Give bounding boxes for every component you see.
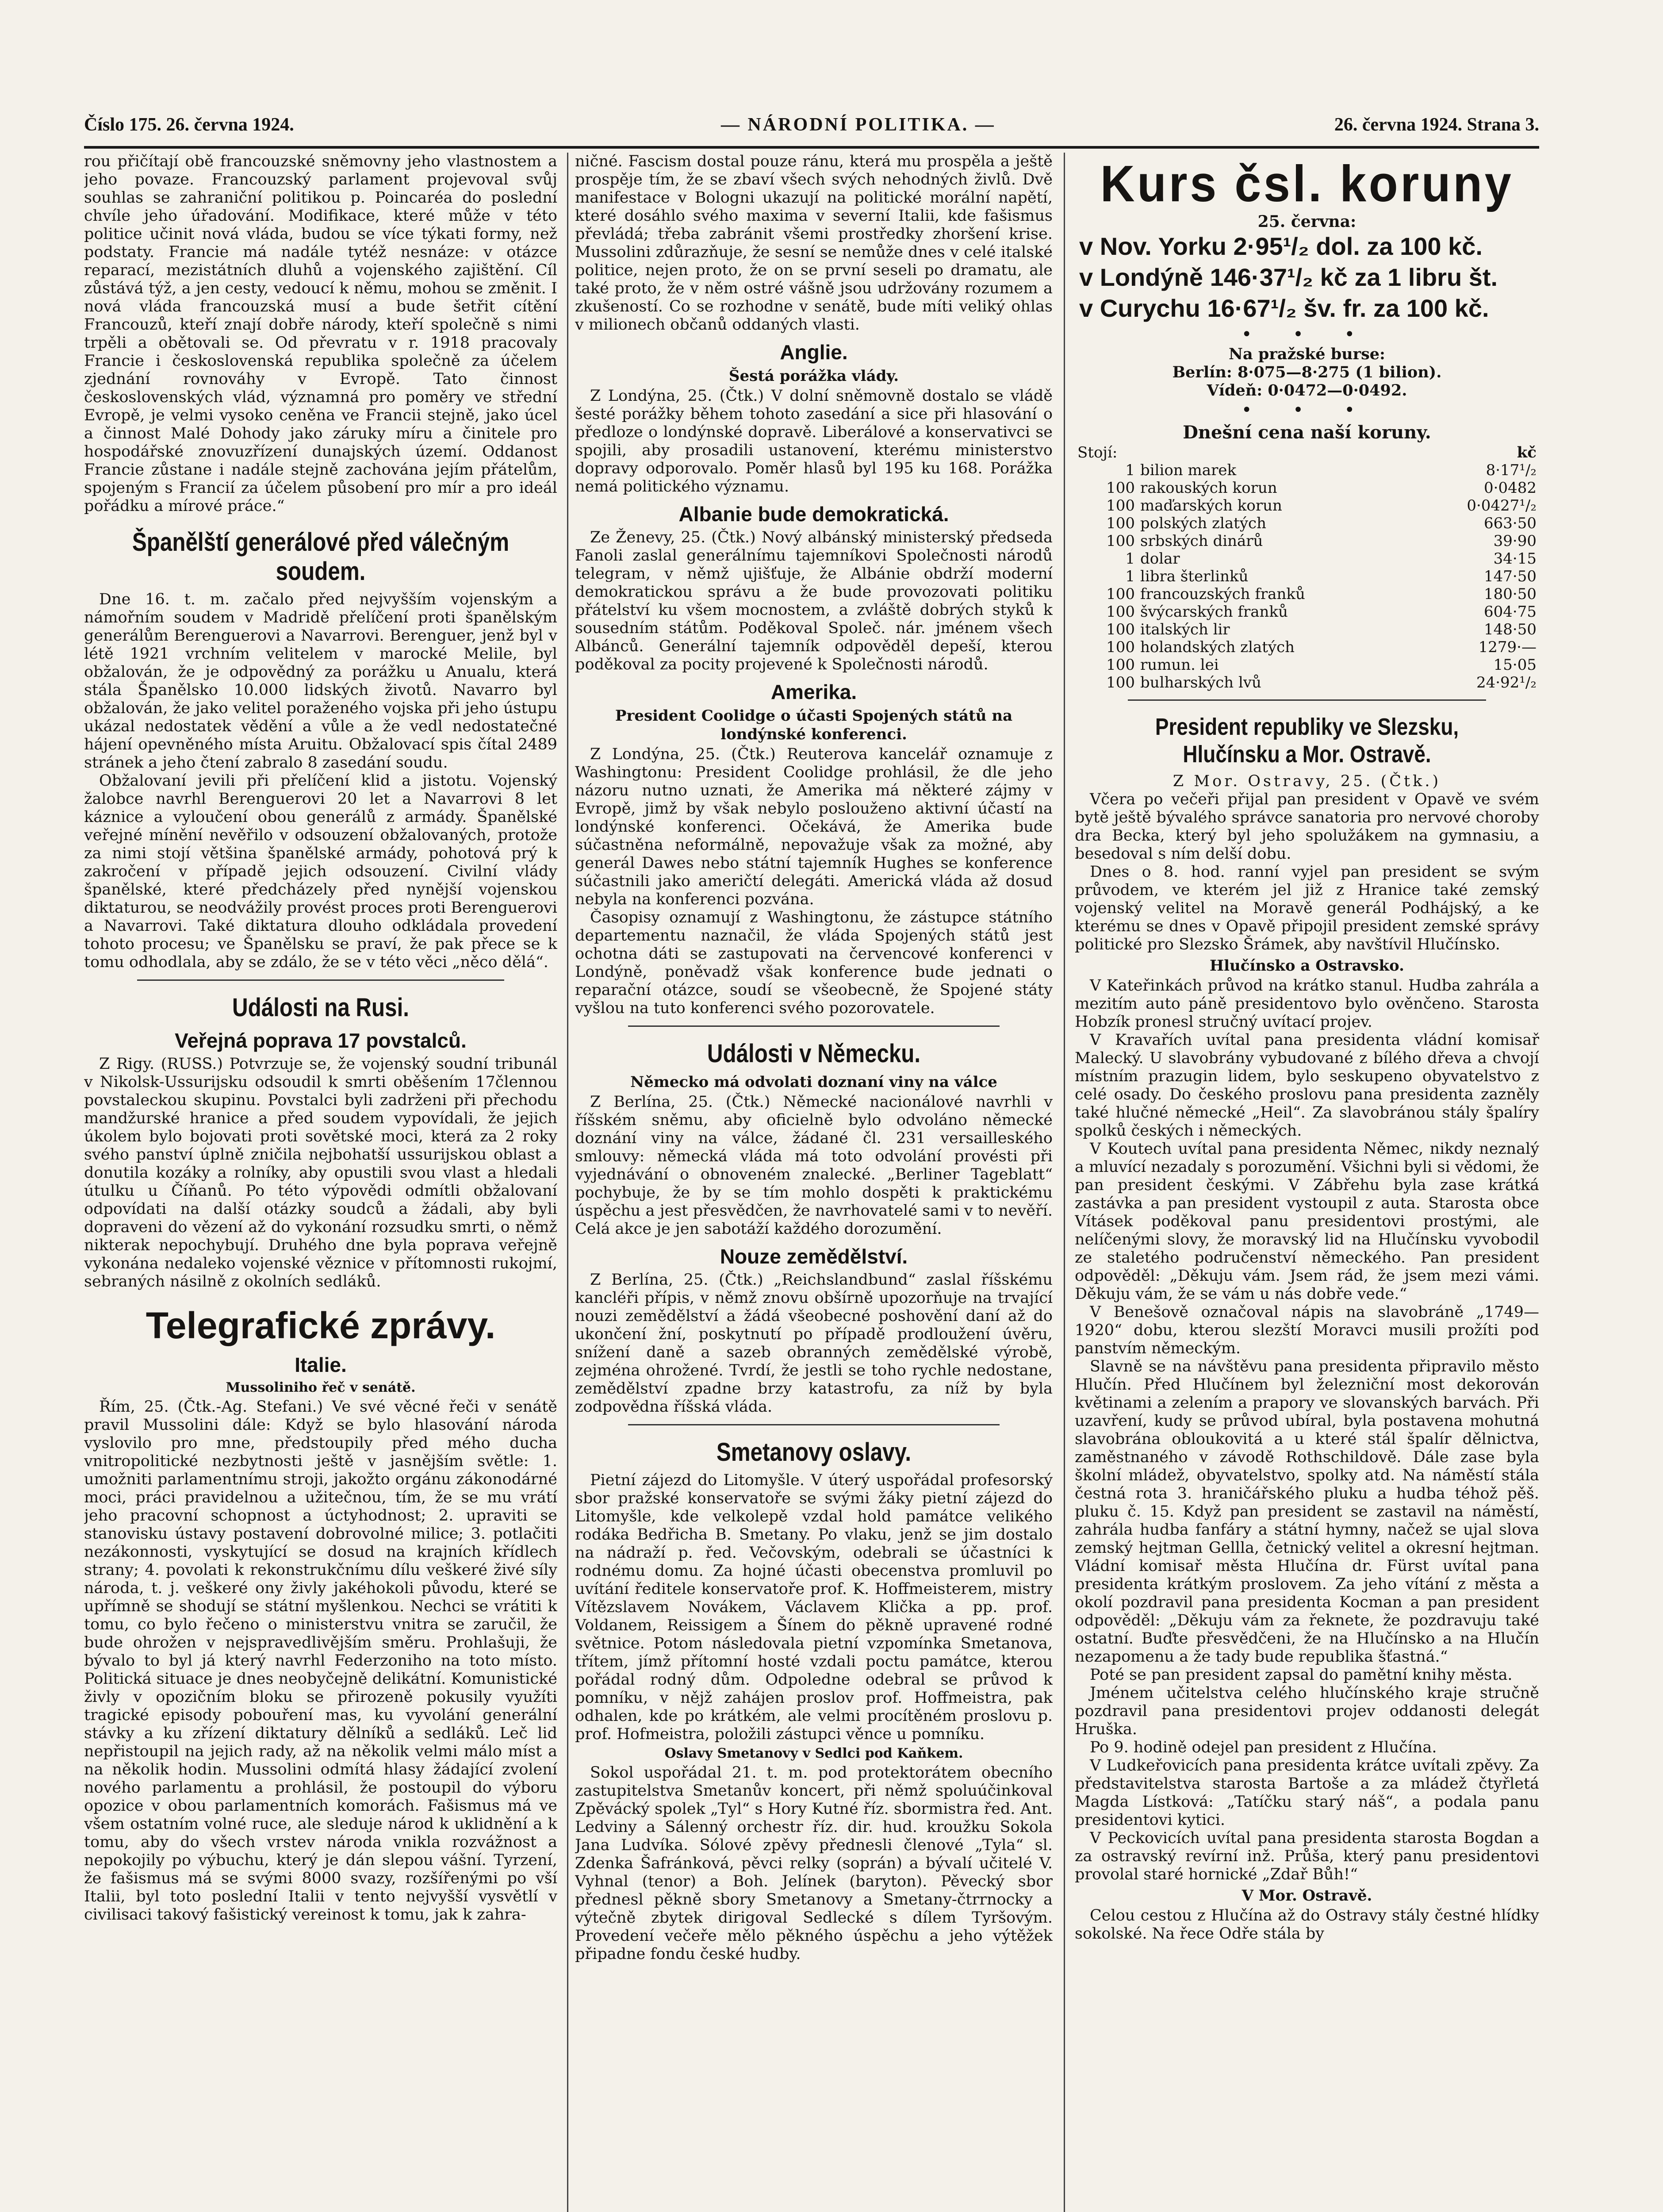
rate-name: srbských dinárů (1140, 532, 1263, 550)
rate-val: 148·50 (1484, 621, 1537, 638)
rate-name: dolar (1140, 550, 1180, 568)
rate-row (1075, 621, 1539, 638)
paragraph: Obžalovaní jevili při přelíčení klid a jistotu. Vojenský žalobce navrhl Berenguerovi 20 let a Navarrovi 8 let káznice a vyloučení obou generálů z armády. Španělské veřejné mínění nevěřilo v odsouzení obžalovaných, protože za nimi stojí většina španělské armády, pohotová prý k zakročení v případě jejich odsouzení. Civilní vlády španělské, které předcházely před nynější vojenskou diktaturou, se neodvážily provést proces proti Berenguerovi a Navarrovi. Také diktatura dlouho odkládala provedení tohoto procesu; ve Španělsku se praví, že pak přece se k tomu odhodlala, aby se zdálo, že se v této věci „něco dělá“. (84, 772, 557, 971)
rate-amt: 1 (1125, 550, 1135, 568)
rate-new-york: v Nov. Yorku 2·95¹/₂ dol. za 100 kč. (1079, 232, 1483, 260)
headline-germany: Události v Německu. (707, 1039, 921, 1068)
rate-row (1075, 461, 1539, 479)
subheading-sedlec: Oslavy Smetanovy v Sedlci pod Kaňkem. (664, 1746, 963, 1761)
heading-america: Amerika. (770, 680, 857, 703)
subheading-defeat: Šestá porážka vlády. (728, 367, 899, 385)
paragraph: Celou cestou z Hlučína až do Ostravy stály čestné hlídky sokolské. Na řece Odře stála by (1075, 1907, 1539, 1943)
paragraph: V Benešově označoval nápis na slavobráně „1749—1920“ dobu, kterou slezští Moravci musili prožíti pod panstvím německým. (1075, 1303, 1539, 1357)
exchange-rate-date: 25. června: (1257, 212, 1356, 231)
paragraph: V Ludkeřovicích pana presidenta krátce uvítali zpěvy. Za představitelstva starosta Bartoše a za mládež čtyřletá Magda Lístková: „Tatíčku starý náš“, a podala panu presidentovi kytici. (1075, 1757, 1539, 1829)
burse-heading: Na pražské burse: (1229, 345, 1385, 363)
divider (628, 1424, 1000, 1425)
rate-name: švýcarských franků (1140, 603, 1288, 621)
rate-amt: 100 (1106, 532, 1135, 550)
headline-russia: Události na Rusi. (232, 993, 409, 1022)
rate-row (1075, 497, 1539, 515)
newspaper-title: — NÁRODNÍ POLITIKA. — (721, 115, 996, 135)
rate-val: 0·0427¹/₂ (1467, 497, 1537, 515)
column-2 (575, 153, 1053, 2212)
heading-albania: Albanie bude demokratická. (678, 503, 949, 526)
subheadline-execution: Veřejná poprava 17 povstalců. (175, 1029, 467, 1052)
stoji-label: Stojí: (1077, 444, 1118, 461)
rate-row (1075, 585, 1539, 603)
rate-row (1075, 532, 1539, 550)
rate-row (1075, 656, 1539, 674)
paragraph: Z Berlína, 25. (Čtk.) Německé nacionálové navrhli v říšském sněmu, aby oficielně bylo odvoláno německé doznání viny na válce, žádané čl. 231 versailleského smlouvy: německá vláda má toto odvolání provésti při vyjednávání o obnoveném znalecké. „Berliner Tageblatt“ pochybuje, že by se tím mohlo dospěti k praktickému úspěchu a jest přesvědčen, že navrhovatelé sami v to nevěří. Celá akce je jen sabotáží každého dorozumění. (575, 1093, 1053, 1238)
headline-president: President republiky ve Slezsku, Hlučínsku a Mor. Ostravě. (1155, 714, 1459, 768)
rate-london: v Londýně 146·37¹/₂ kč za 1 libru št. (1079, 263, 1498, 291)
dateline: Z Mor. Ostravy, 25. (Čtk.) (1173, 772, 1441, 790)
rate-amt: 100 (1106, 603, 1135, 621)
divider (137, 979, 504, 981)
rate-vienna: Vídeň: 0·0472—0·0492. (1207, 381, 1407, 399)
heading-agriculture: Nouze zemědělství. (720, 1245, 908, 1268)
rate-name: rakouských korun (1140, 479, 1277, 497)
rate-amt: 100 (1106, 479, 1135, 497)
rate-row (1075, 603, 1539, 621)
rate-val: 24·92¹/₂ (1476, 674, 1537, 691)
paragraph: Po 9. hodině odejel pan president z Hlučína. (1090, 1739, 1437, 1756)
rate-name: libra šterlinků (1140, 568, 1249, 585)
rate-name: maďarských korun (1140, 497, 1282, 515)
column-3 (1075, 153, 1539, 2212)
rate-val: 180·50 (1484, 585, 1537, 603)
crown-price-heading: Dnešní cena naší koruny. (1183, 422, 1431, 443)
divider (1128, 699, 1486, 701)
rate-row (1075, 479, 1539, 497)
paragraph: V Kateřinkách průvod na krátko stanul. Hudba zahrála a mezitím auto páně presidentovo bylo ověnčeno. Starosta Hobzík pronesl stručný uvítací projev. (1075, 977, 1539, 1031)
rate-amt: 100 (1106, 515, 1135, 532)
article-continuation: rou přičítají obě francouzské sněmovny jeho vlastnostem a jeho povaze. Francouzský parlament projevoval svůj souhlas se zahraniční politikou p. Poincaréa do poslední chvíle jeho úřadování. Modifikace, které může v této politice učinit nová vláda, budou se více týkati formy, než podstaty. Francie má nadále tytéž nesnáze: v otázce reparací, mezistátních dluhů a vojenského zajištění. Cíl zůstává týž, a jen cesty, vedoucí k němu, mohou se změnit. I nová vláda francouzská musí a bude šetřit cítění Francouzů, kteří znají dobře národy, kteří společně s nimi trpěli a obětovali se. Od převratu v r. 1918 pracovaly Francie i československá republika společně za účelem zjednání rovnováhy v Evropě. Tato činnost československých vlád, významná pro poměry ve střední Evropě, je velmi vysoko ceněna ve Francii stejně, jako úcel a činnost Malé Dohody jako záruky míru a činitele pro hospodářské znovuzřízení dunajských území. Oddanost Francie zůstane i nadále stejně zachována jejím přátelům, spojeným s Francií za účelem působení pro mír a pro ideál pořádku a mírové práce.“ (84, 153, 557, 515)
article-continuation: ničné. Fascism dostal pouze ránu, která mu prospěla a ještě prospěje tím, že se zbaví všech svých nehodných živlů. Dvě manifestace v Bologni ukazují na politické morální napětí, které dosáhlo svého maxima v severní Italii, kde fašismus převládá; třeba zabránit všemi prostředky zhoršení krise. Mussolini zdůrazňuje, že sesní se nemůže dnes v celé italské politice, nejen proto, že on se první seseli po dramatu, ale také proto, že v něm ostré vášně jsou udržovány rozumem a zkušeností. Co se rozhodne v senátě, bude míti veliký ohlas v milionech občanů oddaných vlasti. (575, 153, 1053, 334)
rates-header-row (1075, 444, 1539, 461)
currency-header: kč (1517, 444, 1537, 461)
rate-val: 15·05 (1493, 656, 1537, 674)
paragraph: Z Londýna, 25. (Čtk.) Reuterova kancelář oznamuje z Washingtonu: President Coolidge prohlásil, že dle jeho názoru nutno uznati, že Amerika má některé zájmy v Evropě, jimž by však nebylo poslouženo aktivní účastí na londýnské konferenci. Očekává, že Amerika bude súčastněna neformálně, nepovažuje však za možné, aby generál Dawes nebo státní tajemník Hughes se konference súčastnili jako američtí delegáti. Americká vláda až dosud nebyla na konferenci pozvána. (575, 745, 1053, 908)
rate-name: italských lir (1140, 621, 1230, 638)
separator-dots: • • • (1241, 400, 1373, 420)
rate-row (1075, 550, 1539, 568)
rate-amt: 100 (1106, 638, 1135, 656)
rate-name: bilion marek (1140, 461, 1237, 479)
rate-amt: 100 (1106, 656, 1135, 674)
rate-val: 1279·— (1478, 638, 1537, 656)
rate-berlin: Berlín: 8·075—8·275 (1 bilion). (1172, 363, 1442, 381)
paragraph: Z Rigy. (RUSS.) Potvrzuje se, že vojenský soudní tribunál v Nikolsk-Ussurijsku odsoudil k smrti oběšením 17člennou povstaleckou skupinu. Povstalci byli zadrženi při přechodu mandžurské hranice a před soudem vypovídali, že jejich úkolem bylo bojovati proti sovětské moci, která za 2 roky svého panství úplně zničila nejbohatší ussurijskou oblast a donutila kozáky a rolníky, aby opustili svou vlast a hledali útulku u Číňanů. Po této výpovědi odmítli obžalovaní odpovídati na další otázky soudců a žádali, aby byli dopraveni do vězení až do vykonání rozsudku smrti, o němž nikterak nepochybují. Druhého dne byla poprava veřejně vykonána nedaleko vojenské věznice v přítomnosti rukojmí, sebraných násilně z okolních sedláků. (84, 1055, 557, 1290)
paragraph: V Koutech uvítal pana presidenta Němec, nikdy neznalý a mluvící nezadaly s porozumění. Všichni byli si vědomi, že pan president českými. V Zábřehu byla zase krátká zastávka a pan president vystoupil z auta. Starosta obce Vításek poděkoval panu presidentovi prostými, ale nelíčenými slovy, že moravský lid na Hlučínsku vyvobodil ze staletého područenství německého. Pan president odpověděl: „Děkuju vám. Jsem rád, že jsem mezi vámi. Děkuju vám, že se vám u nás dobře vede.“ (1075, 1140, 1539, 1303)
rate-val: 0·0482 (1484, 479, 1537, 497)
paragraph: Z Londýna, 25. (Čtk.) V dolní sněmovně dostalo se vládě šesté porážky během tohoto zasedání a sice při hlasování o předloze o londýnské dopravě. Liberálové a konservativci se spojili, aby prosadili ustanovení, kterému ministerstvo dopravy odporovalo. Poměr hlasů byl 195 ku 168. Porážka nemá politického významu. (575, 387, 1053, 495)
subheading-coolidge: President Coolidge o účasti Spojených států na londýnské konferenci. (615, 707, 1013, 743)
rate-amt: 100 (1106, 497, 1135, 515)
rate-amt: 1 (1125, 461, 1135, 479)
page-date: 26. června 1924. Strana 3. (1334, 115, 1539, 135)
rate-val: 663·50 (1484, 515, 1537, 532)
paragraph: Ze Ženevy, 25. (Čtk.) Nový albánský ministerský předseda Fanoli zaslal generálnímu tajemníkovi Společnosti národů telegram, v němž ujišťuje, že Albánie obdrží moderní demokratickou správu a že bude provozovati politiku přátelství ku všem mocnostem, a zvláště dobrých styků k sousedním státům. Poděkoval Společ. nár. jménem všech Albánců. Generální tajemník odpověděl depeší, kterou poděkoval za pocity projevené k Společnosti národů. (575, 529, 1053, 673)
paragraph: Poté se pan president zapsal do pamětní knihy města. (1090, 1666, 1513, 1684)
paragraph: Sokol uspořádal 21. t. m. pod protektorátem obecního zastupitelstva Smetanův koncert, při němž spoluúčinkoval Zpěvácký spolek „Tyl“ s Hory Kutné říz. sbormistra řed. Ant. Ledviny a Sálenný orchestr říz. dir. hud. kroužku Sokola Jana Ludvíka. Sólové zpěvy přednesli členové „Tyla“ sl. Zdenka Šafránková, pěvci relky (soprán) a bývalí učitelé V. Vyhnal (tenor) a Boh. Jelínek (baryton). Pěvecký sbor přednesl pěkně sbory Smetanovy a Smetany-čtrrnocky a výtečně zbytek dirigoval Sedlecké s dílem Tyršovým. Provedení večeře mělo pěkného úspěchu a jeho výtěžek připadne fondu české hudby. (575, 1764, 1053, 1963)
paragraph: Z Berlína, 25. (Čtk.) „Reichslandbund“ zaslal říšskému kancléři přípis, v němž znovu obšírně upozorňuje na trvající nouzi zemědělství a žádá všeobecné poshovění daní až do ukončení žní, poskytnutí po případě prodloužení úvěru, snížení daně a sazeb obranných zemědělské výrobě, zejména ohrožené. Tvrdí, že jestli se toho rychle nedostane, zemědělství zpadne brzy katastrofu, za níž by byla zodpovědna říšská vláda. (575, 1271, 1053, 1416)
paragraph: V Peckovicích uvítal pana presidenta starosta Bogdan a za ostravský revírní inž. Průša, který panu presidentovi provolal staré hornické „Zdař Bůh!“ (1075, 1829, 1539, 1883)
rate-amt: 100 (1106, 585, 1135, 603)
paragraph: Pietní zájezd do Litomyšle. V úterý uspořádal profesorský sbor pražské konservatoře se svými žáky pietní zájezd do Litomyšle, kde velkolepě vzdal hold památce velikého rodáka Bedřicha B. Smetany. Po vlaku, jenž se jim dostalo na nádraží p. řed. Večovským, odebrali se účastníci k rodnému domu. Za hojné účasti obecenstva promluvil po uvítání ředitele konservatoře prof. K. Hoffmeisterem, mistry Vítězslavem Novákem, Václavem Klička a pp. prof. Voldanem, Reissigem a Šínem do pěkně upravené rodné světnice. Potom následovala pietní vzpomínka Smetanova, třítem, jímž přítomní hosté vzdali poctu památce, kterou pořádal rodný dům. Odpoledne odebral se průvod k pomníku, v nějž zahájen proslov prof. Hoffmeistra, pak odhalen, kde po krátkém, ale velmi procítěném proslovu p. prof. Hofmeistra, položili zástupci věnce u pomníku. (575, 1471, 1053, 1743)
rate-name: bulharských lvů (1140, 674, 1261, 691)
paragraph: Slavně se na návštěvu pana presidenta připravilo město Hlučín. Před Hlučínem byl železniční most dekorován květinami a zelením a prapory ve slovanských barvách. Při uzavření, kudy se průvod ubíral, byla postavena mohutná slavobrána obloukovitá a u které stál špalír dělnictva, zaměstnaného v závodě Rothschildově. Dále zase byla školní mládež, obyvatelstvo, spolky atd. Na náměstí stála čestná rota 3. hraničářského pluku a hudba téhož pěš. pluku č. 15. Když pan president se zastavil na náměstí, zahrála hudba fanfáry a státní hymny, načež se ujal slova zemský hejtman Gellla, četnický velitel a okresní hejtman. Vládní komisař města Hlučína dr. Fürst uvítal pana presidenta krátkým proslovem. Za jeho vítání z města a okolí pozdravil pana presidenta Kocman a pan president odpověděl: „Děkuju vám za řeknete, že pozdravuju také ostatní. Buďte přesvědčeni, že na Hlučínsko a na Hlučín nezapomenu a že tady bude republika šťastná.“ (1075, 1358, 1539, 1666)
paragraph: Jménem učitelstva celého hlučínského kraje stručně pozdravil pana presidentovi projev oddanosti delegát Hruška. (1075, 1684, 1539, 1738)
headline-smetana: Smetanovy oslavy. (716, 1438, 912, 1467)
rate-name: holandských zlatých (1140, 638, 1295, 656)
rate-amt: 100 (1106, 674, 1135, 691)
paragraph: Dne 16. t. m. začalo před nejvyšším vojenským a námořním soudem v Madridě přelíčení proti španělským generálům Berenguerovi a Navarrovi. Berenguer, jenž byl v létě 1921 vrchním velitelem v marocké Melile, byl obžalován, že je odpovědný za porážku u Anualu, která stála Španělsko 10.000 lidských životů. Navarro byl obžalován, že jako velitel poraženého vojska při jeho ústupu ukázal nedostatek vědění a vůle a že vedl nedostatečné hájení opevněného místa Aruitu. Obžalovací spis čítal 2489 stránek a jeho čtení zabralo 8 zasedání soudu. (84, 591, 557, 772)
paragraph: Časopisy oznamují z Washingtonu, že zástupce státního departementu naznačil, že vláda Spojených států jest ochotna dáti se zastupovati na červencové konferenci v Londýně, poněvadž však konference bude jednati o reparační otázce, soudí se všeobecně, že Spojené státy vyšlou na tuto konferenci svého pozorovatele. (575, 909, 1053, 1017)
paragraph: Řím, 25. (Čtk.-Ag. Stefani.) Ve své věcné řeči v senátě pravil Mussolini dále: Když se bylo hlasování národa vyslovilo pro mne, předstoupily před mého ducha vnitropolitické nezbytnosti ještě v jasnějším světle: 1. umožniti parlamentnímu stroji, jakožto orgánu zákonodárné moci, práci pravidelnou a užitečnou, tím, že se mu vrátí jeho pracovní schopnost a úctyhodnost; 2. upraviti se stanovisku ústavy postavení dobrovolné milice; 3. potlačiti nezákonnosti, vyskytující se dosud na krajních křídlech strany; 4. povolati k rekonstrukčnímu dílu veškeré živé síly národa, t. j. veškeré ony živly jakéhokoli původu, které se upřímně se shodují se státní myšlenkou. Nechci se vrátiti k tomu, co bylo řečeno o ministerstvu vnitra se zaručil, že bude ohrožen v nejspravedlivějším směru. Prohlašuji, že bývalo to byl já který navrhl Federzoniho na toto místo. Politická situace je dnes neobyčejně delikátní. Komunistické živly v opozičním bloku se přirozeně pokusily využíti tragické episody pobouření mas, ku vyvolání generální stávky a ku zřízení diktatury dělníků a sedláků. Leč lid nepřistoupil na jejich rady, až na několik velmi málo míst a na několik hodin. Mussolini odmítá hlasy žádající zvolení nového parlamentu a prohlásil, že postoupil do výboru opozice v obou parlamentních komorách. Fašismus má ve všem ostatním volné ruce, ale sleduje národ k uklidnění a k tomu, aby do všech vrstev národa vnikla rozvážnost a nepokojily po výbuchu, který je dán slepou vášní. Tyrzení, že fašismus má se svými 8000 svazy, rozšířenými po vší Italii, byl toto poslední Italii v tento nejvyšší vysvětlí v civilisaci takový fašistický vereinost k tomu, jak k zahra- (84, 1398, 557, 1924)
rate-amt: 1 (1125, 568, 1135, 585)
subheading-mussolini: Mussoliniho řeč v senátě. (226, 1380, 416, 1395)
rate-row (1075, 674, 1539, 691)
rate-val: 604·75 (1484, 603, 1537, 621)
section-telegrams: Telegrafické zprávy. (146, 1305, 496, 1346)
paragraph: V Kravařích uvítal pana presidenta vládní komisař Malecký. U slavobrány vybudované z bílého dřeva a chvojí místním prazugin lidem, bylo seskupeno obyvatelstvo z celé osady. Do českého proslovu pana presidenta zazněly také hlučné německé „Heil“. Za slavobránou stály špalíry spolků českých i německých. (1075, 1031, 1539, 1140)
rate-val: 34·15 (1493, 550, 1537, 568)
rate-name: francouzských franků (1140, 585, 1305, 603)
headline-spain: Španělští generálové před válečným soudem. (132, 528, 510, 586)
rate-row (1075, 638, 1539, 656)
exchange-rate-title: Kurs čsl. koruny (1100, 155, 1514, 212)
masthead (84, 111, 1539, 149)
heading-england: Anglie. (780, 341, 848, 364)
separator-dots: • • • (1241, 324, 1373, 345)
rate-zurich: v Curychu 16·67¹/₂ šv. fr. za 100 kč. (1079, 294, 1489, 322)
column-rule (567, 153, 568, 2212)
column-rule (1064, 153, 1065, 2212)
rate-val: 147·50 (1484, 568, 1537, 585)
heading-ostrava: V Mor. Ostravě. (1242, 1887, 1372, 1905)
rate-row (1075, 515, 1539, 532)
rate-name: rumun. lei (1140, 656, 1219, 674)
heading-italy: Italie. (295, 1353, 347, 1376)
subheading-war-guilt: Německo má odvolati doznaní viny na válce (630, 1073, 997, 1091)
rate-row (1075, 568, 1539, 585)
divider (628, 1025, 1000, 1027)
rate-amt: 100 (1106, 621, 1135, 638)
paragraph: Včera po večeři přijal pan president v Opavě ve svém bytě ještě bývalého správce sanatoria pro nervové choroby dra Becka, který byl jeho spolužákem na gymnasiu, a besedoval s ním delší dobu. (1075, 791, 1539, 863)
heading-hlucinsko: Hlučínsko a Ostravsko. (1210, 957, 1404, 975)
issue-number: Číslo 175. 26. června 1924. (84, 115, 294, 135)
column-1 (84, 153, 557, 2212)
rates-table (1075, 444, 1539, 691)
rate-name: polských zlatých (1140, 515, 1266, 532)
rate-val: 39·90 (1493, 532, 1537, 550)
rate-val: 8·17¹/₂ (1486, 461, 1537, 479)
paragraph: Dnes o 8. hod. ranní vyjel pan president se svým průvodem, ve kterém jel již z Hranice také zemský vojenský velitel na Moravě generál Podhájský, a ke kterému se dnes v Opavě připojil president zemské správy politické pro Slezsko Šrámek, aby navštívil Hlučínsko. (1075, 863, 1539, 953)
